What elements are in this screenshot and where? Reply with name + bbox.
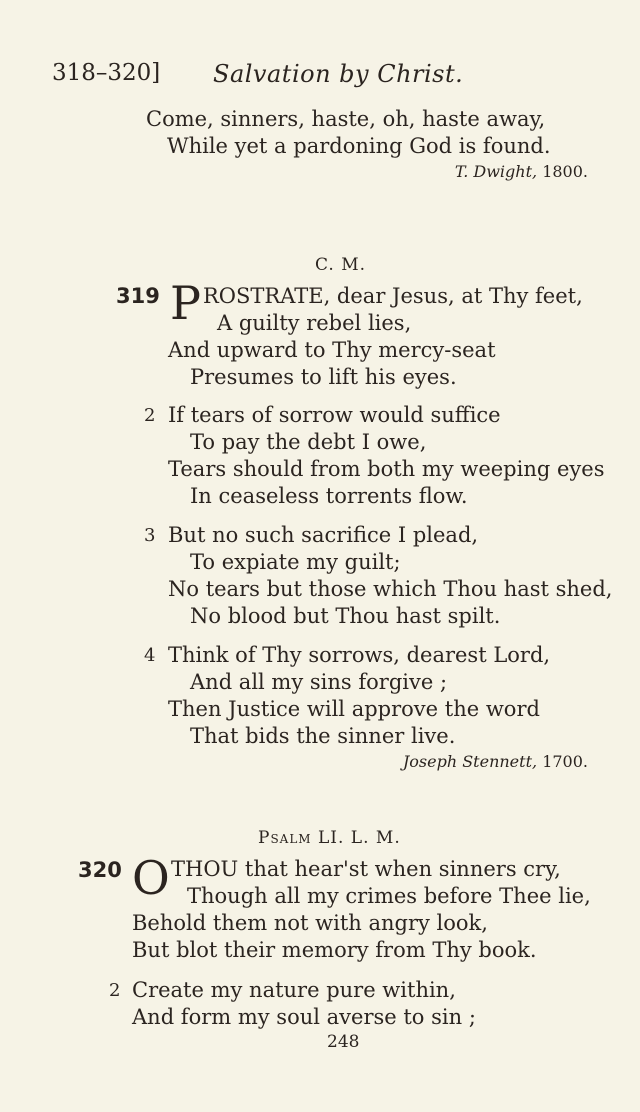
hymn-attribution [403,752,588,771]
meter-heading: C. M. [315,255,367,275]
drop-cap: O [132,851,170,905]
hymn-attribution [455,162,588,181]
hymn-number: 319 [116,284,160,308]
year: 1700. [542,752,588,771]
verse-number: 3 [144,525,156,546]
verse-line: Then Justice will approve the word [168,697,540,721]
year: 1800. [542,162,588,181]
author-name: T. Dwight, [454,162,538,181]
verse-line: Though all my crimes before Thee lie, [187,884,591,908]
verse-line: While yet a pardoning God is found. [167,134,551,158]
verse-line: And form my soul averse to sin ; [132,1005,476,1029]
verse-line: ROSTRATE, dear Jesus, at Thy feet, [203,284,583,308]
verse-line: A guilty rebel lies, [217,311,412,335]
verse-line: No blood but Thou hast spilt. [190,604,501,628]
page-number: 248 [327,1032,360,1052]
verse-line: That bids the sinner live. [190,724,456,748]
drop-cap: P [170,276,201,330]
hymn-number: 320 [78,858,122,882]
verse-line: Behold them not with angry look, [132,911,488,935]
verse-line: In ceaseless torrents flow. [190,484,468,508]
verse-line: But no such sacrifice I plead, [168,523,479,547]
verse-number: 4 [144,645,156,666]
verse-line: Come, sinners, haste, oh, haste away, [146,107,546,131]
running-title: Salvation by Christ. [213,60,464,88]
verse-line: Presumes to lift his eyes. [190,365,457,389]
verse-line: And all my sins forgive ; [190,670,448,694]
verse-line: If tears of sorrow would suffice [168,403,501,427]
verse-line: No tears but those which Thou hast shed, [168,577,613,601]
page-range: 318–320] [52,60,161,86]
psalm-meter: LI. L. M. [318,828,401,848]
verse-line: And upward to Thy mercy-seat [168,338,496,362]
verse-line: To pay the debt I owe, [190,430,427,454]
verse-line: But blot their memory from Thy book. [132,938,537,962]
verse-number: 2 [109,980,121,1001]
verse-line: THOU that hear'st when sinners cry, [171,857,561,881]
verse-number: 2 [144,405,156,426]
meter-heading [258,828,401,848]
verse-line: Think of Thy sorrows, dearest Lord, [168,643,551,667]
verse-line: Create my nature pure within, [132,978,456,1002]
verse-line: To expiate my guilt; [190,550,401,574]
author-name: Joseph Stennett, [402,752,538,771]
psalm-label: Psalm [258,828,312,848]
verse-line: Tears should from both my weeping eyes [168,457,605,481]
